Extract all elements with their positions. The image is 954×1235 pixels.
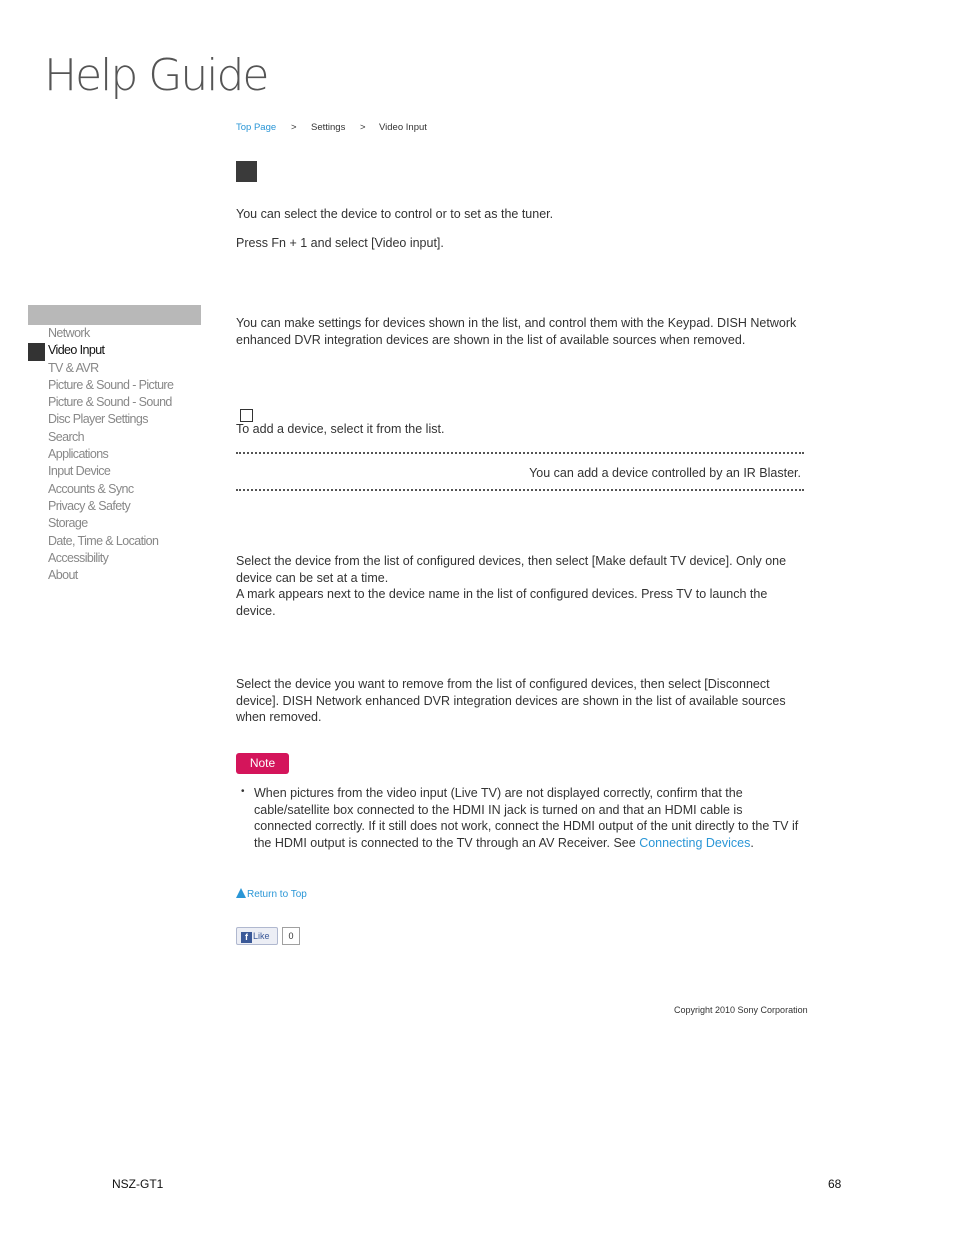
divider (236, 489, 804, 491)
sidebar-item-disc-player-settings[interactable]: Disc Player Settings (48, 412, 148, 427)
like-label: Like (253, 931, 270, 941)
disconnect-text: Select the device you want to remove from the list of configured devices, then select [Disconnect device]. DISH Network enhanced DVR integration devices are shown in the list of available sources when removed. (236, 677, 786, 724)
connecting-devices-link[interactable]: Connecting Devices (639, 835, 751, 850)
return-to-top-link[interactable] (236, 888, 307, 902)
note-badge: Note (236, 753, 289, 774)
breadcrumb-current: Video Input (379, 122, 427, 133)
facebook-icon: f (241, 932, 252, 943)
sidebar-item-accessibility[interactable]: Accessibility (48, 550, 109, 565)
page-title: Help Guide (44, 50, 268, 101)
default-tv-text: Select the device from the list of configured devices, then select [Make default TV device]. Only one device can be set at a time. (236, 554, 787, 585)
sidebar-item-accounts-sync[interactable]: Accounts & Sync (48, 481, 134, 496)
sidebar-item-storage[interactable]: Storage (48, 516, 88, 531)
mark-appears-text: A mark appears next to the device name in the list of configured devices. Press TV to launch the device. (236, 587, 768, 618)
breadcrumb-top-page[interactable]: Top Page (236, 122, 277, 133)
heading-square-icon (236, 161, 257, 182)
intro-line-2: Press Fn + 1 and select [Video input]. (236, 236, 444, 250)
sidebar-item-picture-sound-sound[interactable]: Picture & Sound - Sound (48, 395, 172, 410)
sidebar-item-about[interactable]: About (48, 568, 78, 583)
sidebar-nav (48, 325, 208, 584)
breadcrumb-separator: > (360, 122, 366, 133)
breadcrumb-settings: Settings (311, 122, 346, 133)
bullet-icon: • (241, 786, 245, 797)
return-to-top-label: Return to Top (247, 889, 307, 900)
copyright: Copyright 2010 Sony Corporation (674, 1005, 808, 1015)
note-body: When pictures from the video input (Live TV) are not displayed correctly, confirm that the cable/satellite box connected to the HDMI IN jack is turned on and that an HDMI cable is connected correctly. If it still does not work, connect the HDMI output of the unit directly to the TV if the HDMI output is connected to the TV through an AV Receiver. See (254, 786, 799, 850)
sidebar-item-network[interactable]: Network (48, 326, 90, 340)
intro-line-1: You can select the device to control or to set as the tuner. (236, 207, 554, 221)
up-arrow-icon (236, 888, 246, 898)
ir-blaster-text: You can add a device controlled by an IR Blaster. (529, 466, 801, 480)
note-text (254, 785, 802, 851)
settings-description: You can make settings for devices shown in the list, and control them with the Keypad. DISH Network enhanced DVR integration devices are shown in the list of available sources when removed. (236, 316, 797, 347)
sidebar-item-date-time-location[interactable]: Date, Time & Location (48, 533, 159, 548)
breadcrumb-separator: > (291, 122, 297, 133)
footer-page-number: 68 (828, 1177, 842, 1191)
sidebar-item-input-device[interactable]: Input Device (48, 464, 111, 479)
note-end: . (750, 835, 754, 850)
sidebar-item-tv-avr[interactable]: TV & AVR (48, 360, 99, 375)
sidebar-header-bar (28, 305, 201, 325)
sidebar-item-applications[interactable]: Applications (48, 447, 109, 462)
footer-model: NSZ-GT1 (112, 1177, 164, 1191)
sidebar-item-picture-sound-picture[interactable]: Picture & Sound - Picture (48, 377, 174, 392)
add-device-text: To add a device, select it from the list. (236, 422, 445, 436)
divider (236, 452, 804, 454)
facebook-like-button[interactable] (236, 927, 278, 945)
sidebar-item-video-input[interactable]: Video Input (48, 343, 105, 358)
sidebar-item-privacy-safety[interactable]: Privacy & Safety (48, 498, 131, 513)
sidebar-item-search[interactable]: Search (48, 429, 85, 444)
sidebar-active-marker (28, 343, 45, 361)
like-count: 0 (282, 927, 300, 945)
